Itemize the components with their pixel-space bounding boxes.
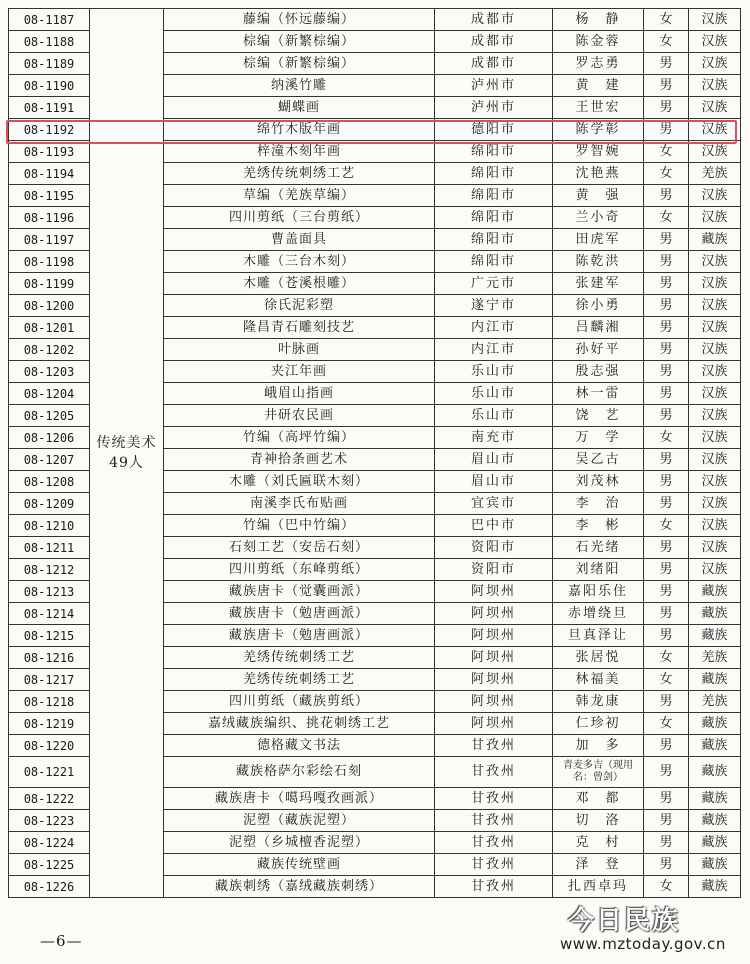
table-row [9,9,741,31]
cell-city: 乐山市 [435,383,553,405]
cell-city: 甘孜州 [435,876,553,898]
cell-project: 竹编（巴中竹编） [164,515,435,537]
cell-name: 杨 静 [553,9,644,31]
cell-gender: 男 [644,405,689,427]
cell-ethnicity: 羌族 [689,163,741,185]
cell-name: 王世宏 [553,97,644,119]
cell-project: 羌绣传统刺绣工艺 [164,669,435,691]
cell-name: 旦真泽让 [553,625,644,647]
cell-name: 沈艳燕 [553,163,644,185]
cell-city: 绵阳市 [435,229,553,251]
cell-city: 甘孜州 [435,735,553,757]
cell-city: 绵阳市 [435,207,553,229]
cell-city: 甘孜州 [435,757,553,788]
cell-project: 羌绣传统刺绣工艺 [164,647,435,669]
cell-gender: 男 [644,810,689,832]
cell-code: 08-1215 [9,625,90,647]
cell-ethnicity: 汉族 [689,97,741,119]
cell-name: 扎西卓玛 [553,876,644,898]
cell-project: 四川剪纸（藏族剪纸） [164,691,435,713]
cell-city: 绵阳市 [435,141,553,163]
cell-city: 德阳市 [435,119,553,141]
cell-ethnicity: 藏族 [689,669,741,691]
cell-ethnicity: 汉族 [689,53,741,75]
cell-project: 叶脉画 [164,339,435,361]
cell-gender: 男 [644,185,689,207]
cell-code: 08-1193 [9,141,90,163]
cell-project: 竹编（高坪竹编） [164,427,435,449]
cell-project: 木雕（苍溪根雕） [164,273,435,295]
cell-name: 陈学彰 [553,119,644,141]
cell-gender: 男 [644,625,689,647]
cell-city: 内江市 [435,317,553,339]
cell-name: 张居悦 [553,647,644,669]
cell-code: 08-1217 [9,669,90,691]
cell-name: 李 彬 [553,515,644,537]
cell-name: 陈金蓉 [553,31,644,53]
cell-city: 遂宁市 [435,295,553,317]
cell-project: 藏族唐卡（觉囊画派） [164,581,435,603]
watermark-logo: 今日民族 [568,906,681,936]
cell-ethnicity: 汉族 [689,361,741,383]
cell-name: 孙好平 [553,339,644,361]
cell-city: 甘孜州 [435,810,553,832]
cell-ethnicity: 汉族 [689,537,741,559]
cell-ethnicity: 藏族 [689,832,741,854]
cell-city: 巴中市 [435,515,553,537]
cell-name: 加 多 [553,735,644,757]
cell-city: 绵阳市 [435,251,553,273]
cell-project: 棕编（新繁棕编） [164,31,435,53]
cell-name: 罗智婉 [553,141,644,163]
cell-ethnicity: 汉族 [689,251,741,273]
cell-city: 绵阳市 [435,185,553,207]
cell-project: 羌绣传统刺绣工艺 [164,163,435,185]
cell-ethnicity: 汉族 [689,515,741,537]
cell-project: 夹江年画 [164,361,435,383]
category-cell [90,9,164,898]
cell-name: 克 村 [553,832,644,854]
cell-code: 08-1219 [9,713,90,735]
cell-city: 广元市 [435,273,553,295]
cell-gender: 男 [644,559,689,581]
cell-gender: 男 [644,603,689,625]
cell-code: 08-1204 [9,383,90,405]
cell-code: 08-1213 [9,581,90,603]
cell-ethnicity: 汉族 [689,295,741,317]
cell-city: 泸州市 [435,97,553,119]
cell-name: 徐小勇 [553,295,644,317]
cell-gender: 男 [644,229,689,251]
cell-gender: 女 [644,31,689,53]
cell-ethnicity: 藏族 [689,757,741,788]
cell-code: 08-1205 [9,405,90,427]
cell-gender: 女 [644,876,689,898]
cell-ethnicity: 汉族 [689,559,741,581]
cell-ethnicity: 羌族 [689,691,741,713]
cell-code: 08-1223 [9,810,90,832]
cell-code: 08-1226 [9,876,90,898]
cell-ethnicity: 藏族 [689,735,741,757]
cell-code: 08-1224 [9,832,90,854]
cell-name: 林福美 [553,669,644,691]
cell-gender: 男 [644,581,689,603]
cell-ethnicity: 藏族 [689,625,741,647]
cell-ethnicity: 藏族 [689,788,741,810]
cell-project: 纳溪竹雕 [164,75,435,97]
cell-ethnicity: 汉族 [689,493,741,515]
cell-city: 南充市 [435,427,553,449]
cell-name: 田虎军 [553,229,644,251]
cell-project: 棕编（新繁棕编） [164,53,435,75]
cell-city: 资阳市 [435,537,553,559]
cell-gender: 男 [644,53,689,75]
cell-name: 石光绪 [553,537,644,559]
cell-code: 08-1188 [9,31,90,53]
cell-gender: 女 [644,669,689,691]
cell-city: 眉山市 [435,471,553,493]
cell-gender: 男 [644,449,689,471]
cell-code: 08-1199 [9,273,90,295]
cell-gender: 男 [644,691,689,713]
cell-code: 08-1210 [9,515,90,537]
cell-name: 韩龙康 [553,691,644,713]
cell-code: 08-1225 [9,854,90,876]
cell-city: 阿坝州 [435,625,553,647]
cell-gender: 女 [644,647,689,669]
cell-gender: 男 [644,757,689,788]
cell-code: 08-1220 [9,735,90,757]
cell-gender: 女 [644,163,689,185]
cell-project: 藤编（怀远藤编） [164,9,435,31]
cell-project: 藏族唐卡（勉唐画派） [164,625,435,647]
cell-project: 石刻工艺（安岳石刻） [164,537,435,559]
cell-code: 08-1192 [9,119,90,141]
cell-code: 08-1191 [9,97,90,119]
cell-code: 08-1196 [9,207,90,229]
cell-ethnicity: 汉族 [689,471,741,493]
cell-name: 林一雷 [553,383,644,405]
cell-project: 四川剪纸（东峰剪纸） [164,559,435,581]
cell-gender: 女 [644,427,689,449]
category-count: 49人 [109,455,144,471]
cell-name: 刘茂林 [553,471,644,493]
cell-name: 黄 强 [553,185,644,207]
cell-project: 青神拾条画艺术 [164,449,435,471]
cell-code: 08-1203 [9,361,90,383]
cell-name: 吕麟湘 [553,317,644,339]
cell-name: 切 洛 [553,810,644,832]
cell-city: 甘孜州 [435,854,553,876]
cell-city: 眉山市 [435,449,553,471]
cell-ethnicity: 汉族 [689,207,741,229]
cell-gender: 男 [644,471,689,493]
cell-gender: 男 [644,295,689,317]
cell-name: 仁珍初 [553,713,644,735]
cell-ethnicity: 汉族 [689,427,741,449]
cell-project: 草编（羌族草编） [164,185,435,207]
cell-name: 邓 都 [553,788,644,810]
cell-code: 08-1209 [9,493,90,515]
cell-name: 兰小奇 [553,207,644,229]
cell-ethnicity: 藏族 [689,854,741,876]
cell-ethnicity: 汉族 [689,185,741,207]
cell-project: 藏族刺绣（嘉绒藏族刺绣） [164,876,435,898]
cell-code: 08-1214 [9,603,90,625]
cell-ethnicity: 汉族 [689,383,741,405]
cell-ethnicity: 羌族 [689,647,741,669]
cell-city: 绵阳市 [435,163,553,185]
cell-project: 嘉绒藏族编织、挑花刺绣工艺 [164,713,435,735]
cell-ethnicity: 汉族 [689,119,741,141]
cell-city: 成都市 [435,53,553,75]
cell-ethnicity: 藏族 [689,713,741,735]
cell-gender: 男 [644,383,689,405]
cell-ethnicity: 藏族 [689,229,741,251]
cell-gender: 男 [644,832,689,854]
cell-gender: 男 [644,537,689,559]
cell-name: 陈乾洪 [553,251,644,273]
cell-gender: 男 [644,273,689,295]
cell-city: 乐山市 [435,361,553,383]
cell-project: 徐氏泥彩塑 [164,295,435,317]
category-name: 传统美术 [96,435,157,451]
cell-ethnicity: 汉族 [689,75,741,97]
cell-gender: 男 [644,493,689,515]
cell-project: 泥塑（乡城檀香泥塑） [164,832,435,854]
cell-code: 08-1216 [9,647,90,669]
cell-project: 隆昌青石雕刻技艺 [164,317,435,339]
cell-gender: 男 [644,735,689,757]
cell-project: 藏族传统壁画 [164,854,435,876]
cell-name: 泽 登 [553,854,644,876]
cell-name: 青麦多吉（现用名：曾剑） [553,757,644,788]
cell-name: 殷志强 [553,361,644,383]
cell-project: 藏族格萨尔彩绘石刻 [164,757,435,788]
cell-city: 甘孜州 [435,788,553,810]
cell-ethnicity: 藏族 [689,876,741,898]
cell-code: 08-1195 [9,185,90,207]
cell-code: 08-1200 [9,295,90,317]
watermark-url: www.mztoday.gov.cn [560,935,726,953]
cell-project: 藏族唐卡（勉唐画派） [164,603,435,625]
cell-gender: 男 [644,119,689,141]
cell-project: 蝴蝶画 [164,97,435,119]
cell-city: 成都市 [435,9,553,31]
cell-city: 阿坝州 [435,603,553,625]
cell-ethnicity: 汉族 [689,405,741,427]
cell-name: 李 治 [553,493,644,515]
cell-gender: 女 [644,713,689,735]
cell-gender: 男 [644,97,689,119]
cell-project: 井研农民画 [164,405,435,427]
cell-code: 08-1187 [9,9,90,31]
cell-name: 吴乙古 [553,449,644,471]
heritage-bearer-table [8,8,741,898]
cell-ethnicity: 汉族 [689,31,741,53]
cell-project: 德格藏文书法 [164,735,435,757]
cell-city: 资阳市 [435,559,553,581]
cell-gender: 女 [644,207,689,229]
cell-gender: 女 [644,141,689,163]
cell-code: 08-1218 [9,691,90,713]
cell-code: 08-1207 [9,449,90,471]
cell-city: 内江市 [435,339,553,361]
cell-project: 四川剪纸（三台剪纸） [164,207,435,229]
cell-project: 峨眉山指画 [164,383,435,405]
cell-project: 木雕（刘氏匾联木刻） [164,471,435,493]
cell-code: 08-1201 [9,317,90,339]
cell-city: 泸州市 [435,75,553,97]
cell-gender: 女 [644,515,689,537]
cell-city: 甘孜州 [435,832,553,854]
cell-ethnicity: 汉族 [689,339,741,361]
cell-city: 阿坝州 [435,713,553,735]
cell-ethnicity: 藏族 [689,810,741,832]
cell-gender: 男 [644,317,689,339]
cell-name: 罗志勇 [553,53,644,75]
cell-project: 南溪李氏布贴画 [164,493,435,515]
cell-ethnicity: 汉族 [689,273,741,295]
cell-ethnicity: 藏族 [689,603,741,625]
cell-code: 08-1197 [9,229,90,251]
cell-code: 08-1198 [9,251,90,273]
cell-gender: 男 [644,854,689,876]
cell-ethnicity: 藏族 [689,581,741,603]
cell-gender: 男 [644,251,689,273]
cell-code: 08-1208 [9,471,90,493]
cell-gender: 男 [644,339,689,361]
cell-project: 梓潼木刻年画 [164,141,435,163]
cell-city: 宜宾市 [435,493,553,515]
cell-city: 阿坝州 [435,647,553,669]
cell-code: 08-1206 [9,427,90,449]
cell-code: 08-1190 [9,75,90,97]
cell-gender: 女 [644,9,689,31]
page-number: —6— [40,932,83,950]
cell-project: 泥塑（藏族泥塑） [164,810,435,832]
cell-city: 阿坝州 [435,581,553,603]
cell-name: 饶 艺 [553,405,644,427]
cell-code: 08-1202 [9,339,90,361]
cell-code: 08-1222 [9,788,90,810]
cell-city: 阿坝州 [435,669,553,691]
cell-name: 赤增绕旦 [553,603,644,625]
cell-project: 曹盖面具 [164,229,435,251]
cell-gender: 男 [644,788,689,810]
cell-name: 万 学 [553,427,644,449]
cell-project: 绵竹木版年画 [164,119,435,141]
cell-code: 08-1211 [9,537,90,559]
cell-ethnicity: 汉族 [689,449,741,471]
cell-project: 木雕（三台木刻） [164,251,435,273]
cell-ethnicity: 汉族 [689,141,741,163]
cell-code: 08-1221 [9,757,90,788]
cell-city: 成都市 [435,31,553,53]
cell-gender: 男 [644,361,689,383]
cell-code: 08-1212 [9,559,90,581]
cell-city: 阿坝州 [435,691,553,713]
cell-ethnicity: 汉族 [689,9,741,31]
cell-ethnicity: 汉族 [689,317,741,339]
cell-project: 藏族唐卡（噶玛嘎孜画派） [164,788,435,810]
cell-gender: 男 [644,75,689,97]
cell-code: 08-1194 [9,163,90,185]
cell-name: 嘉阳乐住 [553,581,644,603]
cell-name: 刘绪阳 [553,559,644,581]
cell-name: 黄 建 [553,75,644,97]
cell-name: 张建军 [553,273,644,295]
cell-city: 乐山市 [435,405,553,427]
cell-code: 08-1189 [9,53,90,75]
